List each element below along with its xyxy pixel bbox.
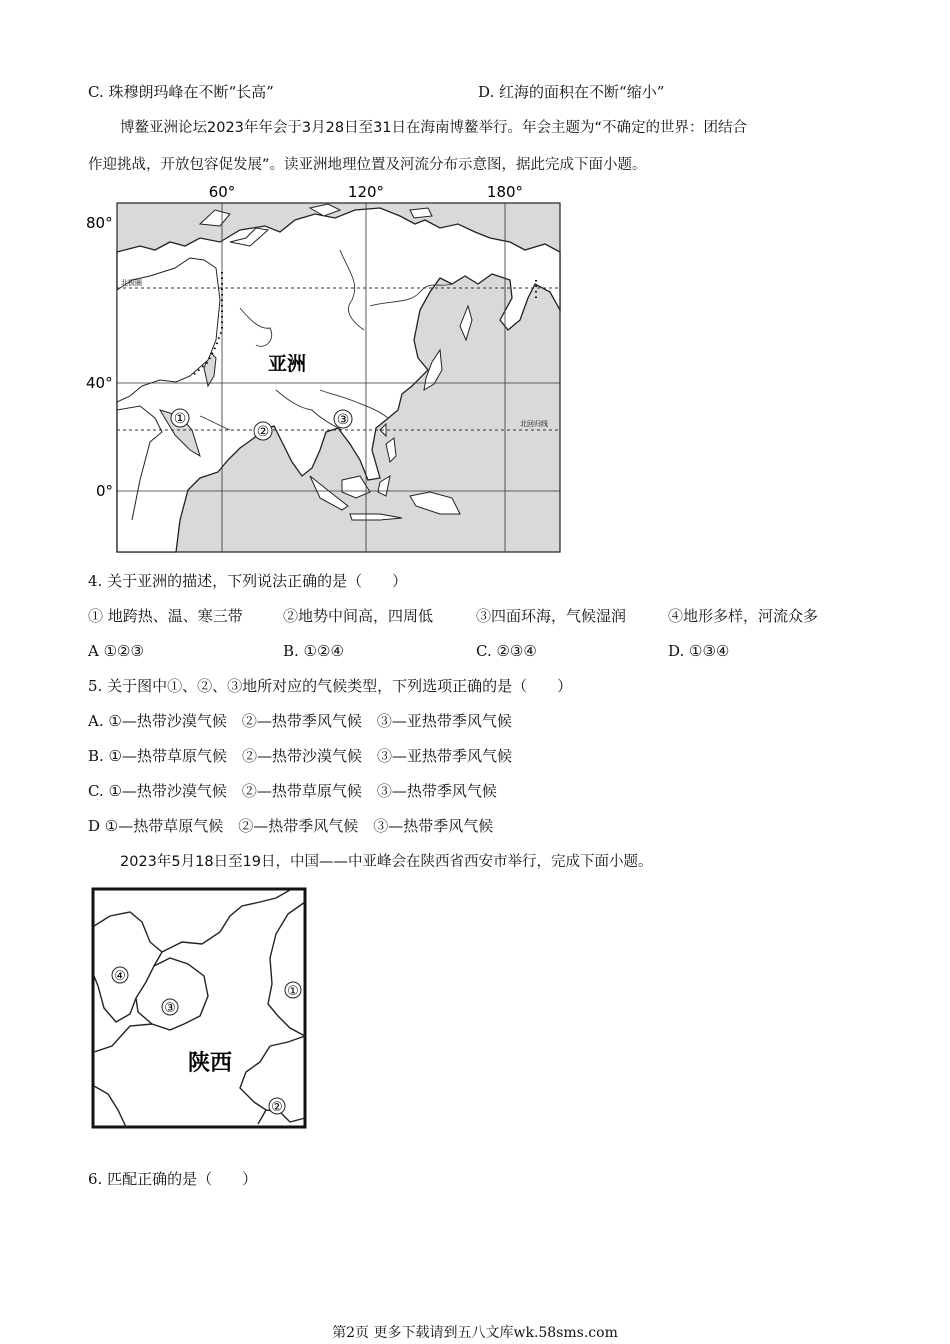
passage-line-2: 作迎挑战，开放包容促发展”。读亚洲地理位置及河流分布示意图，据此完成下面小题。 [88,157,647,173]
asia-map [80,180,570,555]
marker-1 [171,409,189,427]
shaanxi-marker-3-label: ③ [164,1001,176,1016]
passage-line-1: 博鳌亚洲论坛2023年年会于3月28日至31日在海南博鳌举行。年会主题为“不确定的世界：团结合 [120,120,748,136]
shaanxi-label: 陕西 [188,1051,233,1076]
q4-option-b: B. ①②④ [283,642,344,660]
shaanxi-marker-2 [269,1098,285,1115]
option-d: D. 红海的面积在不断“缩小” [478,83,665,101]
lon-label-60: 60° [208,183,236,201]
marker-3-label: ③ [336,412,350,428]
shaanxi-map [90,886,310,1132]
q6-stem: 6. 匹配正确的是（ ） [88,1170,258,1188]
marker-1-label: ① [173,411,187,427]
shaanxi-marker-3 [162,999,178,1016]
q4-statement-1: ① 地跨热、温、寒三带 [88,607,243,625]
lon-label-120: 120° [347,183,385,201]
lon-label-180: 180° [486,183,524,201]
shaanxi-marker-2-label: ② [271,1100,283,1115]
asia-label: 亚洲 [268,353,307,375]
lat-label-0: 0° [96,482,114,500]
q4-statement-3: ③四面环海，气候湿润 [476,607,627,625]
q4-statement-4: ④地形多样，河流众多 [668,607,819,625]
q5-option-a: A. ①—热带沙漠气候 ②—热带季风气候 ③—亚热带季风气候 [88,712,512,730]
lat-label-40: 40° [86,374,113,392]
passage-2: 2023年5月18日至19日，中国——中亚峰会在陕西省西安市举行，完成下面小题。 [120,854,653,870]
lat-label-80: 80° [86,214,113,232]
marker-3 [334,410,352,428]
page-footer: 第2页 更多下载请到五八文库wk.58sms.com [332,1325,618,1341]
shaanxi-marker-4 [112,967,128,984]
marker-2-label: ② [256,424,270,440]
q5-stem: 5. 关于图中①、②、③地所对应的气候类型，下列选项正确的是（ ） [88,677,573,695]
q5-option-b: B. ①—热带草原气候 ②—热带沙漠气候 ③—亚热带季风气候 [88,747,513,765]
arctic-circle-label: 北极圈 [121,279,142,287]
q4-stem: 4. 关于亚洲的描述，下列说法正确的是（ ） [88,572,408,590]
q5-option-c: C. ①—热带沙漠气候 ②—热带草原气候 ③—热带季风气候 [88,782,497,800]
tropic-cancer-label: 北回归线 [520,420,548,428]
shaanxi-marker-1-label: ① [287,984,299,999]
shaanxi-marker-4-label: ④ [114,969,126,984]
q4-option-d: D. ①③④ [668,642,730,660]
option-c: C. 珠穆朗玛峰在不断“长高” [88,83,274,101]
q5-option-d: D ①—热带草原气候 ②—热带季风气候 ③—热带季风气候 [88,817,494,835]
q4-statement-2: ②地势中间高，四周低 [283,607,434,625]
shaanxi-marker-1 [285,982,301,999]
q4-option-a: A ①②③ [88,642,144,660]
marker-2 [254,422,272,440]
q4-option-c: C. ②③④ [476,642,537,660]
